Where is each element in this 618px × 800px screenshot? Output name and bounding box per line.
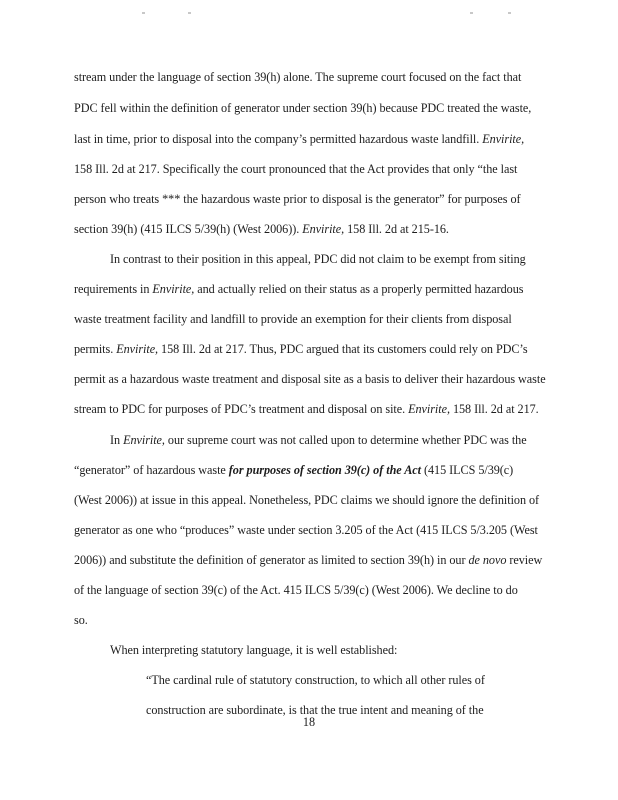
scan-mark	[508, 12, 511, 14]
text-line: In contrast to their position in this appeal, PDC did not claim to be exempt from siting	[110, 252, 526, 266]
text-line: person who treats *** the hazardous waste prior to disposal is the generator” for purposes of	[74, 192, 521, 206]
text-line: last in time, prior to disposal into the company’s permitted hazardous waste landfill. Envirite,	[74, 132, 525, 146]
case-citation: Envirite,	[408, 402, 450, 416]
text-line: When interpreting statutory language, it is well established:	[110, 643, 398, 657]
case-citation: Envirite,	[152, 282, 195, 296]
text-line: permit as a hazardous waste treatment and disposal site as a basis to deliver their hazardous waste	[74, 372, 546, 386]
text-line: “generator” of hazardous waste for purposes of section 39(c) of the Act (415 ILCS 5/39(c)	[74, 463, 514, 477]
text-line: PDC fell within the definition of generator under section 39(h) because PDC treated the waste,	[74, 101, 532, 115]
scan-mark	[470, 12, 473, 14]
text-line: waste treatment facility and landfill to provide an exemption for their clients from disposal	[74, 312, 512, 326]
case-citation: Envirite,	[123, 433, 165, 447]
text-line: generator as one who “produces” waste under section 3.205 of the Act (415 ILCS 5/3.205 (West	[74, 523, 538, 537]
case-citation: Envirite,	[116, 342, 159, 356]
case-citation: Envirite,	[302, 222, 345, 236]
text-line: requirements in Envirite, and actually relied on their status as a properly permitted hazardous	[74, 282, 524, 296]
text-line: 2006)) and substitute the definition of generator as limited to section 39(h) in our de novo review	[74, 553, 543, 567]
text-line: of the language of section 39(c) of the Act. 415 ILCS 5/39(c) (West 2006). We decline to do	[74, 583, 518, 597]
text-line: section 39(h) (415 ILCS 5/39(h) (West 2006)). Envirite, 158 Ill. 2d at 215-16.	[74, 222, 449, 236]
text-line: 158 Ill. 2d at 217. Specifically the court pronounced that the Act provides that only “the last	[74, 162, 518, 176]
page-number: 18	[302, 715, 316, 729]
latin-term: de novo	[468, 553, 507, 567]
scan-mark	[188, 12, 191, 14]
quote-line: “The cardinal rule of statutory construction, to which all other rules of	[146, 673, 485, 687]
text-line: In Envirite, our supreme court was not called upon to determine whether PDC was the	[110, 433, 527, 447]
emphasis-text: for purposes of section 39(c) of the Act	[228, 463, 421, 477]
text-line: so.	[74, 613, 88, 627]
text-line: permits. Envirite, 158 Ill. 2d at 217. Thus, PDC argued that its customers could rely on PDC’s	[74, 342, 528, 356]
scan-marks	[0, 12, 618, 24]
text-line: stream under the language of section 39(h) alone. The supreme court focused on the fact that	[74, 70, 522, 84]
case-citation: Envirite,	[482, 132, 525, 146]
text-line: stream to PDC for purposes of PDC’s treatment and disposal on site. Envirite, 158 Ill. 2d at 217.	[74, 402, 539, 416]
quote-line: construction are subordinate, is that the true intent and meaning of the	[146, 703, 484, 717]
scan-mark	[142, 12, 145, 14]
text-line: (West 2006)) at issue in this appeal. Nonetheless, PDC claims we should ignore the definition of	[74, 493, 540, 507]
